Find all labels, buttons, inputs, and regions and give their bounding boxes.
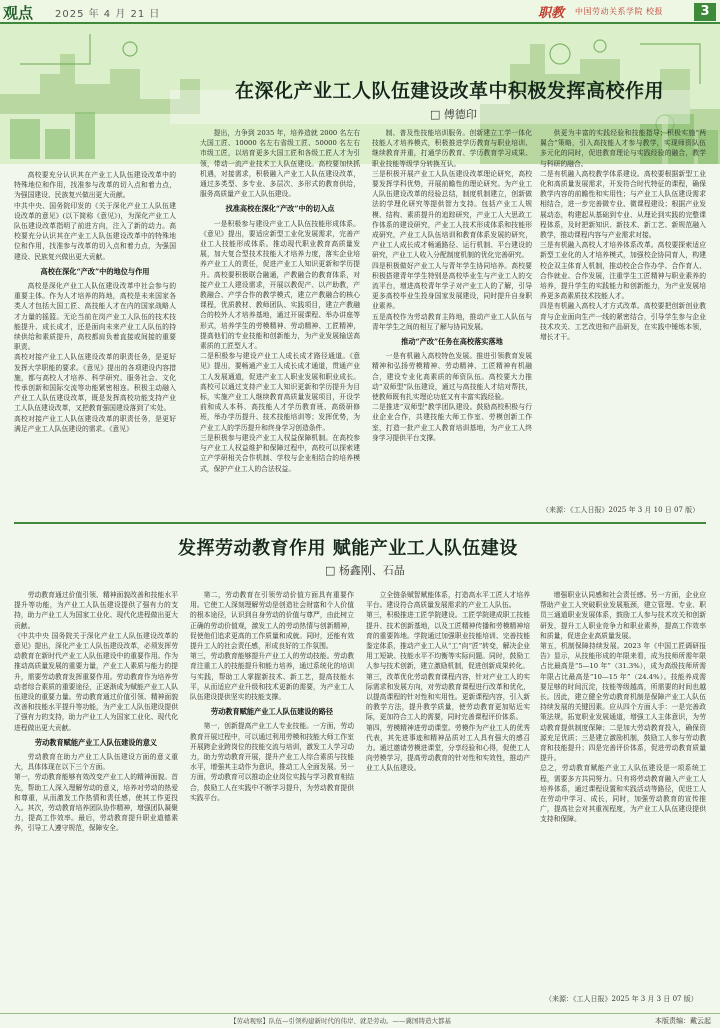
article-paragraph: 第一，创新提高产业工人专业技能。一方面，劳动教育开展过程中，可以通过利用劳模和技能大师工作室开展跨企业跨岗位的技能交流与培训，激发工人学习动力，助力劳动教育开展，提升产业工人综合素质与技能水平，增强其主动作为意识，推动工人全面发展。另一方面，劳动教育可以推动企业岗位实践与学习教育相结合，鼓励工人在实践中不断学习提升，为劳动教育提供实践平台。 bbox=[190, 722, 354, 802]
article-paragraph: 劳动教育在助力产业工人队伍建设方面的意义重大，具体体现在以下三个方面。 第一，劳动教育能够有效改变产业工人的精神面貌。首先，帮助工人深入理解劳动的意义，培养对劳动的热爱和尊重，从而激发工作热情和责任感，使其工作更投入。其次，劳动教育培养团队协作精神，增强团队凝聚力，提高工作效率。最后，劳动教育提升职业道德素养，引导工人遵守规范，保障安全。 bbox=[14, 753, 178, 833]
article-paragraph: 制、普及性技能培训服务。创新建立工学一体化技能人才培养模式，积极推进学历教育与职业培训、继续教育并重，打通学历教育、学历教育学习成果、职业技能等级学分转换互认。 三是积极开展产业工人队伍建设改革理论研究，高校要发挥学科优势，开展前瞻性的理论研究。为产业工人队伍建设改革的经验总结，制度机制建立，创新做法的学理化研究等提供智力支持。包括产业工人规模、结构、素质提升的追踪研究，产业工人大思政工作体系的建设研究，产业工人技术形成体系和技能形成研究，产业工人队伍培训和教育体系发展的研究，产业工人成长成才畅通路径、运行机制、平台建设的研究，产业工人收入分配制度机制的优化完善研究。 四是积极做好产业工人与青年学生协同培养。高校要积极搭建青年学生特别是高校毕业生与产业工人的交流平台，增进高校青年学子对产业工人的了解，引导更多高校毕业生投身国家发展建设，同时提升自身职业素养。 五是高校作为劳动教育主阵地，推动产业工人队伍与青年学生之间的相互了解与协同发展。 bbox=[372, 129, 532, 331]
footer-editor: 本版责编：戴云起 bbox=[655, 1017, 711, 1025]
article-paragraph: 高校是深化产业工人队伍建设改革中社会参与的重要主体。作为人才培养的阵地，高校是未来国家各类人才包括大国工匠、高技能人才在内的国家战略人才力量的摇篮。无论当前在岗产业工人队伍的技术技能提升、成长成才，还是面向未来产业工人队伍的持续供给和素质提升，高校都肩负着直接或间接的重要职责。 高校对接产业工人队伍建设改革的职责任务，是更好发挥大学职能的要求。《意见》提出的各项建设内容措施，都与高校人才培养、科学研究、服务社会、文化传承创新和国际交流等功能紧密相连。积极主动融入产业工人队伍建设改革，既是发挥高校功能支持产业工人队伍建设改革，又把教育强国建设落到了实处。 高校对接产业工人队伍建设改革的职责任务，是更好满足产业工人队伍建设的需求。《意见》 bbox=[14, 282, 176, 433]
article2-column-2 bbox=[190, 590, 354, 1008]
article2-column-1 bbox=[14, 590, 178, 1008]
article2-title: 发挥劳动教育作用 赋能产业工人队伍建设 bbox=[178, 538, 518, 559]
page-footer bbox=[0, 1013, 720, 1028]
article-divider bbox=[14, 522, 706, 524]
article-paragraph: 第二，劳动教育在引领劳动价值方面具有重要作用。它使工人深刻理解劳动是创造社会财富和个人价值的根本途径，认识到自身劳动的价值与尊严，由此树立正确的劳动价值观，激发工人的劳动热情与创新精神，促使他们追求更高的工作质量和成就。同时，还能有效提升工人的社会责任感，形成良好的工作氛围。 第三，劳动教育能够提升产业工人的劳动技能。劳动教育注重工人的技能提升和能力培养，通过系统化的培训与实践，帮助工人掌握新技术、新工艺，提高技能水平，从而适应产业升级和技术更新的需要，为产业工人队伍建设提供坚实的技能支撑。 bbox=[190, 591, 354, 702]
footer-slogan: 【劳动观察】队伍—引领构建新时代的伟岸、就是劳动。——冀国铸造大都基 bbox=[230, 1017, 451, 1025]
article-paragraph: 增强职业认同感和社会责任感。另一方面，企业应帮助产业工人突破职业发展瓶颈，建立管理、专业、职员三通道职业发展体系，鼓励工人参与技术攻关和创新研发，提升工人职业竞争力和职业素养，提高工作效率和质量，促进企业高质量发展。 第五，机制保障持续发展。2023 年《中国工匠调研报告》显示，从技能形成的年限来看，成为技师所需年限占比最高是“5—10 年”（31.3%），成为高级技师所需年限占比最高是“10—15 年”（24.4%）。技能养成需要足够的时间沉淀，技能等级越高，所需要的时间也越长。因此，建立健全劳动教育机制是保障产业工人队伍持续发展的关键因素。应从四个方面人手：一是完善政策法规，拓宽职业发展通道，增强工人主体意识，为劳动教育提供制度保障；二是加大劳动教育投入，确保资源充足优质；三是建立激励机制，鼓励工人参与劳动教育和技能提升；四是完善评价体系，促进劳动教育质量提升。 总之，劳动教育赋能产业工人队伍建设是一项系统工程，需要多方共同努力。只有将劳动教育融入产业工人培养体系，通过课程设置和实践活动等路径，促进工人在劳动中学习、成长，同时，加强劳动教育的宣传推广，提高社会对其重视程度，为产业工人队伍建设提供支持和保障。 bbox=[540, 591, 706, 824]
article2-source: （来源：《工人日报》2025 年 3 月 3 日 07 版） bbox=[545, 995, 698, 1003]
article1-column-1 bbox=[14, 170, 176, 478]
subheading: 找准高校在深化“产改”中的切入点 bbox=[225, 204, 335, 214]
subheading: 劳动教育赋能产业工人队伍建设的意义 bbox=[34, 737, 158, 747]
article1-column-3 bbox=[372, 128, 532, 518]
article-paragraph: 一是有机融入高校特色发展。推进引领教育发展精神和弘扬劳模精神、劳动精神、工匠精神有机融合，建设专业化高素质的师资队伍。高校要大力推动“双师型”队伍建设，通过与高技能人才结对帮扶，使教师既有扎实理论功底又有丰富实践经验。 二是推进“双师型”教学团队建设。鼓励高校积极与行业企业合作，共建技能大师工作室、劳模创新工作室，打造一批产业工人教育培训基地，为产业工人终身学习提供平台支撑。 bbox=[372, 352, 532, 442]
article1-byline: □ 傅德印 bbox=[430, 108, 477, 121]
article2-column-4 bbox=[540, 590, 706, 990]
subheading: 劳动教育赋能产业工人队伍建设的路径 bbox=[210, 707, 334, 717]
school-name: 中国劳动关系学院 校报 bbox=[575, 7, 664, 16]
page-number: 3 bbox=[694, 3, 716, 21]
article1-column-2 bbox=[200, 128, 360, 518]
article-paragraph: 供更为丰富的实践经验和技能指导；积极实施“两翼合”策略，引入高技能人才参与教学，实现师资队伍多元化的同时，促进教育理论与实践经验的融合，教学与科研的融合。 二是有机融入高校教学体系建设。高校要根据新型工业化和高质量发展需求，开发符合时代特征的课程，确保教学内容的前瞻性和实用性；与产业工人队伍建设需求相结合，进一步完善微专业、微课程建设；根据产业发展动态，构建起从基础到专业、从理论到实践的完整课程体系，及时把新知识、新技术、新工艺、新规范融入教学，推动课程内容与产业需求对接。 三是有机融入高校人才培养体系改革。高校要探索适应新型工业化的人才培养模式，加强校企协同育人，构建校企双主体育人机制，推动校企合作办学、合作育人、合作就业、合作发展，注重学生工匠精神与职业素养的培养，提升学生的实践能力和创新能力，为产业发展培养更多高素质技术技能人才。 四是有机融入高校人才方式改革。高校要把创新创业教育与企业面向生产一线的紧密结合，引导学生参与企业技术攻关、工艺改进和产品研发，在实践中锤炼本领，增长才干。 bbox=[540, 129, 706, 342]
article1-source: （来源：《工人日报》2025 年 3 月 10 日 07 版） bbox=[542, 506, 700, 514]
article2-byline: □ 杨鑫刚、石晶 bbox=[325, 564, 405, 577]
article1-title: 在深化产业工人队伍建设改革中积极发挥高校作用 bbox=[235, 80, 665, 102]
article-paragraph: 提出，力争到 2035 年，培养造就 2000 名左右大国工匠、10000 名左右省级工匠、50000 名左右市级工匠，以培育更多大国工匠和各级工匠人才为引领，带动一流产业技术工人队伍建设。高校要加快抓机遇，对接需求，积极融入产业工人队伍建设改革，通过多类型、多专业、多层次、多形式的教育供给，服务高质量产业工人队伍建设。 bbox=[200, 129, 360, 199]
article-paragraph: 劳动教育通过价值引领、精神面貌改善和技能水平提升等功能，为产业工人队伍建设提供了强有力的支持，助力产业工人为国家工业化、现代化进程做出更大贡献。 《中共中央 国务院关于深化产业工人队伍建设改革的意见》提出，深化产业工人队伍建设改革，必须发挥劳动教育在新时代产业工人队伍建设中的重要作用。作为推动高质量发展的重要力量，产业工人素质与能力的提升，需要劳动教育发挥重要作用。劳动教育作为培养劳动者综合素质的重要途径，正逐渐成为赋能产业工人队伍建设的重要力量。劳动教育通过价值引领、精神面貌改善和技能水平提升等功能，为产业工人队伍建设提供了强有力的支持，助力产业工人为国家工业化、现代化进程做出更大贡献。 bbox=[14, 591, 178, 732]
article-paragraph: 高校要充分认识其在产业工人队伍建设改革中的特殊地位和作用，找准参与改革的切入点和着力点，为强国建设、民族复兴做出更大贡献。 中共中央、国务院印发的《关于深化产业工人队伍建设改革的意见》(以下简称《意见》)，为深化产业工人队伍建设改革指明了前进方向，注入了新的动力。高校要充分认识其在产业工人队伍建设改革中的特殊地位和作用，找准参与改革的切入点和着力点，为强国建设、民族复兴做出更大贡献。 bbox=[14, 171, 176, 261]
article2-column-3 bbox=[366, 590, 530, 1008]
subheading: 推动“产改”任务在高校落实落地 bbox=[401, 337, 503, 347]
article-paragraph: 一是积极参与建设产业工人队伍技能形成体系。《意见》提出，要适应新型工业化发展需求，完善产业工人技能形成体系。推动现代职业教育高质量发展，加大复合型技术技能人才培养力度，落实企业培养产业工人的责任，促进产业工人知识更新和学历提升。高校要积极联合融通，产教融合的教育体系，对接产业工人建设需求，开展以教促产、以产助教，产教融合、产学合作的教学模式，建立产教融合的核心课程，优质教材、教师团队、实践项目，建立产教融合的校外人才培养基地，通过开展课程、举办讲座等形式，培养学生的劳模精神、劳动精神、工匠精神，提高他们的专业技能和创新能力，为产业发展输送高素质的工匠型人才。 二是积极参与建设产业工人成长成才路径通道。《意见》提出，要畅通产业工人成长成才通道，贯通产业工人发展通道，促进产业工人职业发展和职业成长。高校可以通过支持产业工人知识更新和学历提升为目标，实施产业工人继续教育高质量发展项目，开设学前和成人本科、高技能人才学历教育班、高级研修班，举办学历提升、技术技能培训等；发挥优势，为产业工人的学历提升和终身学习创造条件。 三是积极参与建设产业工人权益保障机制。在高校参与产业工人权益维护和保障过程中，高校可以探索建立产学研相关合作机制、学校与企业相结合的培养模式，保护产业工人的合法权益。 bbox=[200, 219, 360, 473]
section-tag: 观点 bbox=[3, 4, 34, 22]
subheading: 高校在深化“产改”中的地位与作用 bbox=[40, 266, 150, 276]
article1-column-4 bbox=[540, 128, 706, 502]
masthead bbox=[0, 0, 720, 24]
issue-date: 2025 年 4 月 21 日 bbox=[55, 9, 161, 20]
article-paragraph: 立全链条赋智赋能体系，打造高水平工匠人才培养平台。建设符合高质量发展需求的产业工人队伍。 第三，积极推进工匠学院建设。工匠学院建成职工技能提升、技术创新基地，以及工匠精神传播和劳模精神培育的重要阵地。学院通过加强职业技能培训、完善技能鉴定体系，推动产业工人从“工”向“匠”转变，解决企业用工短缺、技能水平不均衡等实际问题。同时，鼓励工人参与技术创新，建立激励机制，促进创新成果转化。 第三，改革优化劳动教育课程内容，针对产业工人的实际需求和发展方向，对劳动教育课程进行改革和优化，以提高课程的针对性和实用性。更新课程内容，引入新的教学方法，提升教学质量，使劳动教育更加贴近实际，更加符合工人的需要，同时完善课程评价体系。 第四，劳模精神进劳动课堂。劳模作为产业工人的优秀代表，其先进事迹和精神品质对工人具有强大的感召力。通过邀请劳模进课堂，分享经验和心得，促使工人向劳模学习，提高劳动教育的针对性和实效性，推动产业工人队伍建设。 bbox=[366, 591, 530, 773]
newspaper-logo: 职教 bbox=[538, 6, 565, 21]
